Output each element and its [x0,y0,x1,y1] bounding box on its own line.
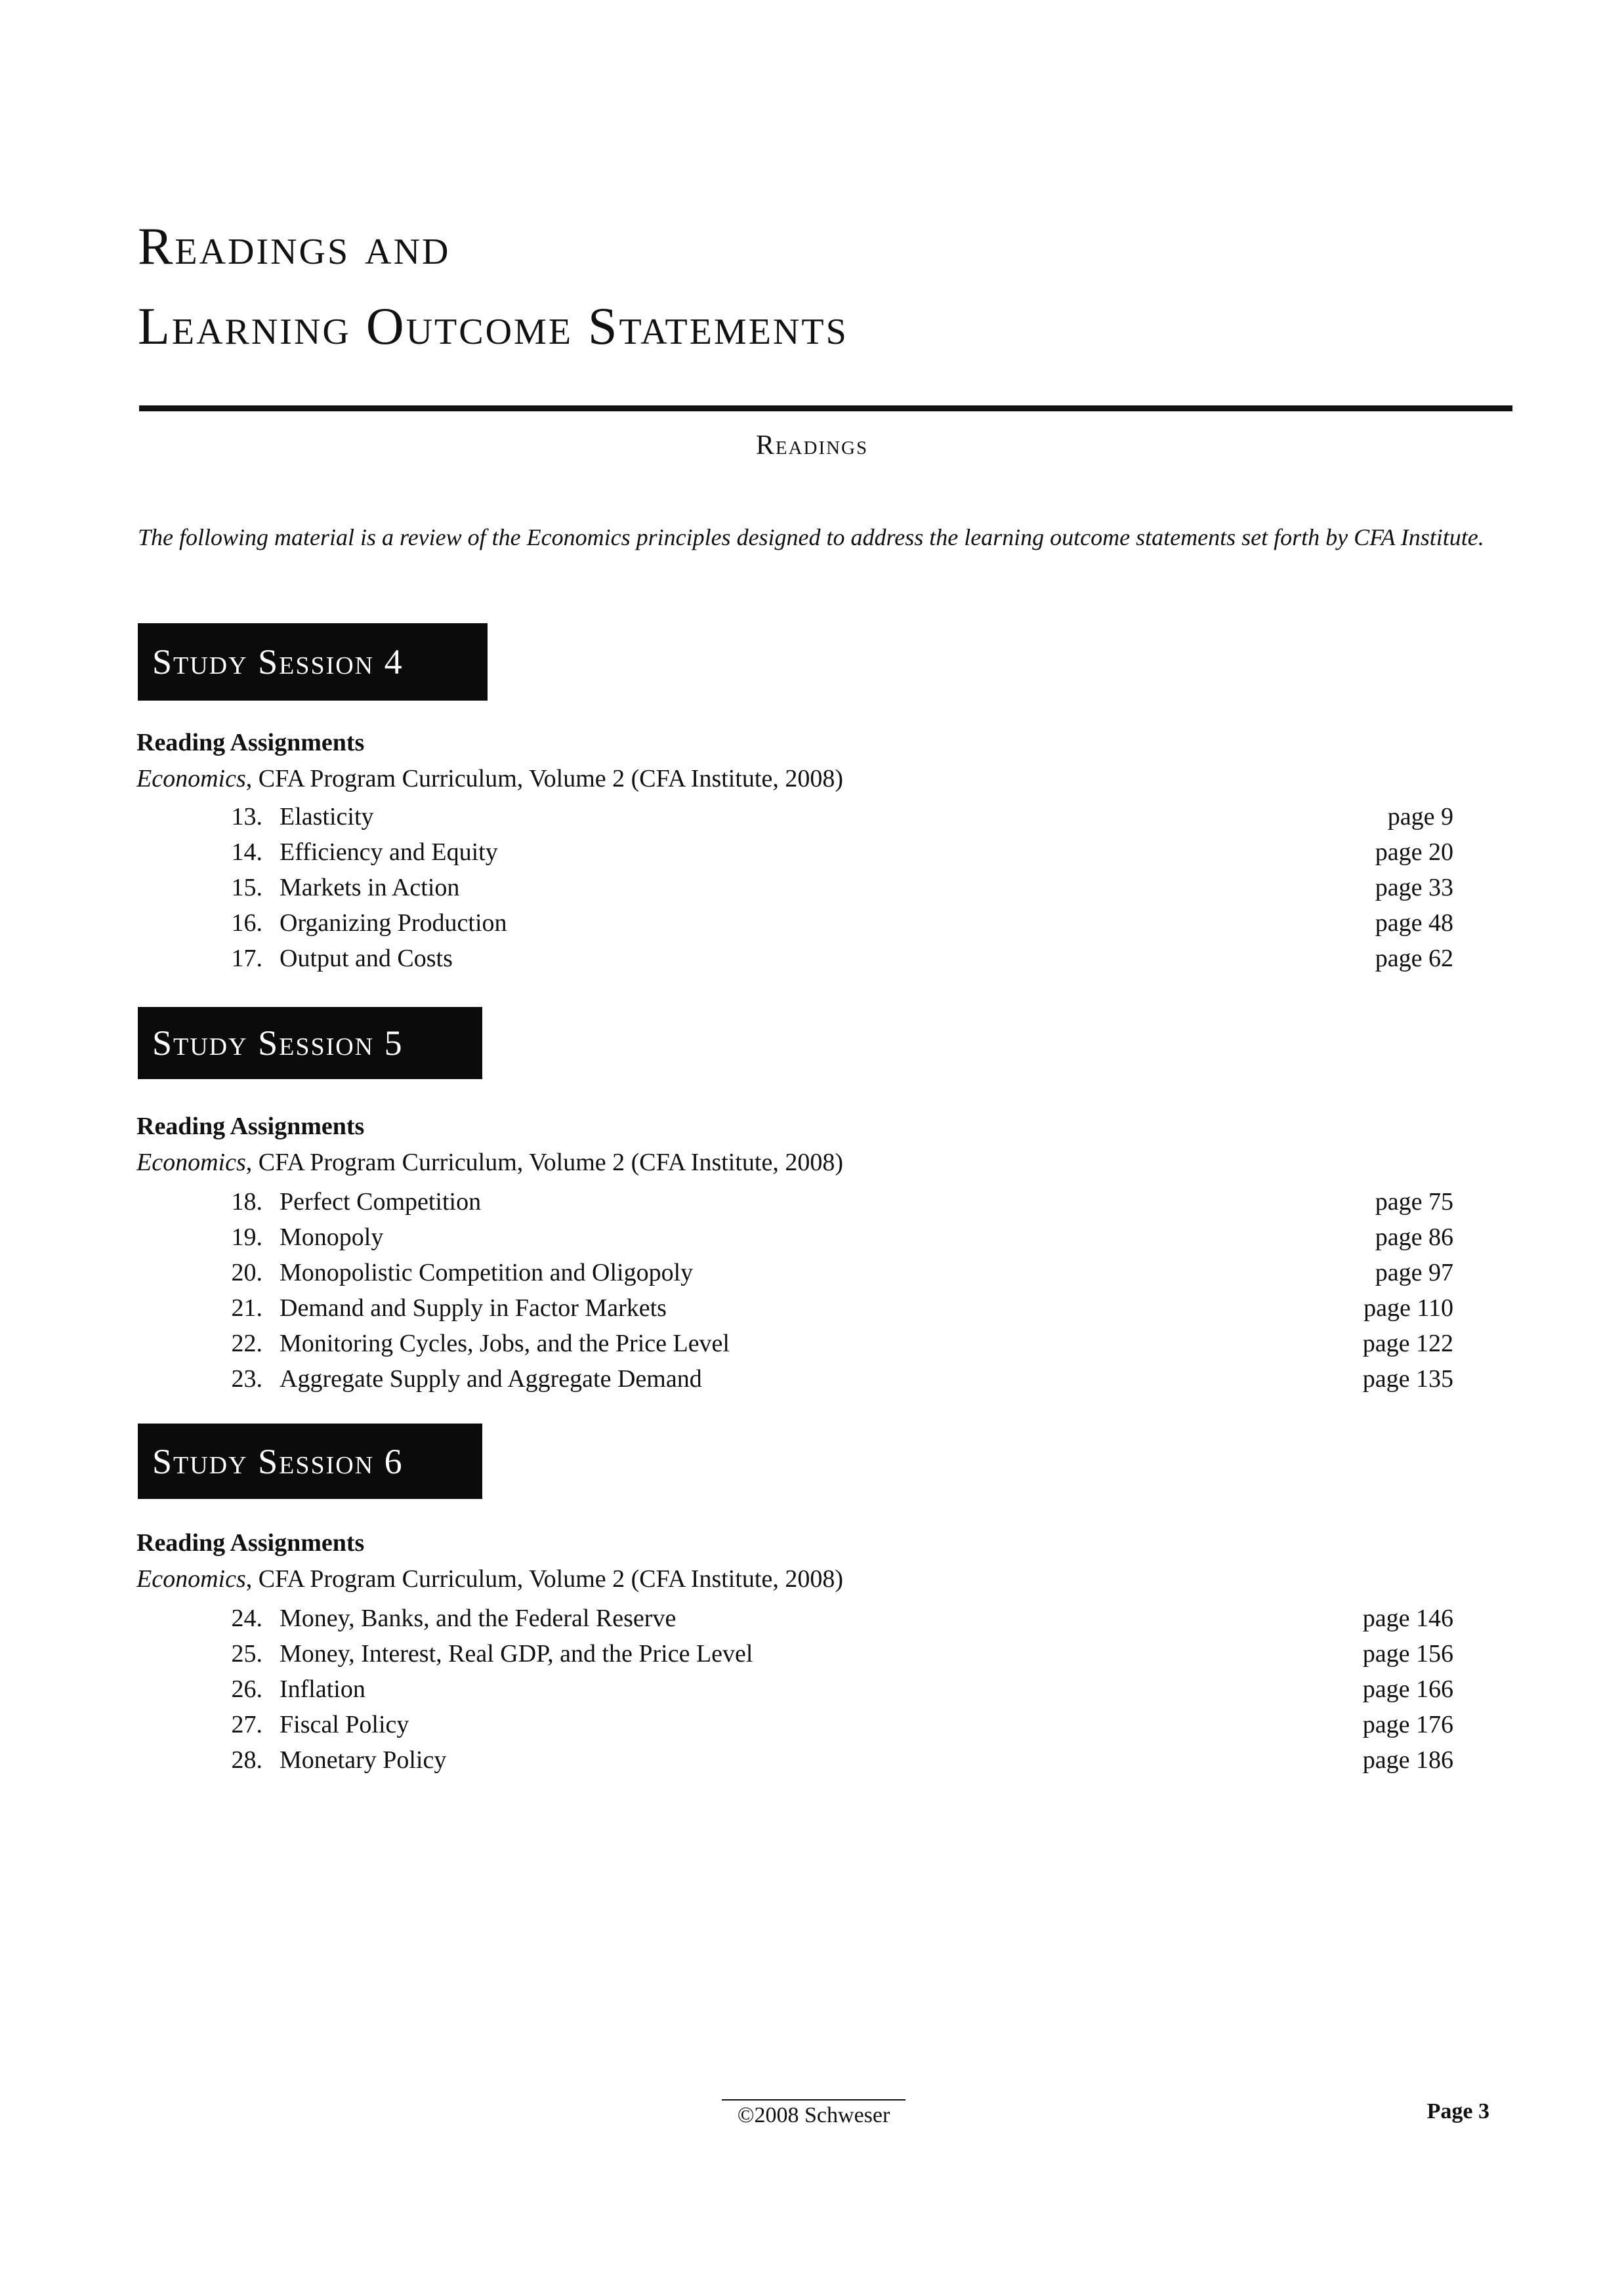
session-label: Study Session 6 [138,1424,482,1499]
session-label: Study Session 4 [138,623,488,701]
reading-page: page 122 [1362,1330,1453,1357]
reading-list [0,799,1624,976]
curriculum-title: Economics [136,765,246,792]
reading-page: page 48 [1375,909,1453,937]
page-title [138,207,1516,367]
list-item [0,799,1624,834]
reading-number: 15. [231,874,262,901]
list-item [0,905,1624,941]
list-item [0,1184,1624,1220]
title-line-2: Learning Outcome Statements [138,298,848,356]
list-item [0,1707,1624,1742]
title-line-1: Readings and [138,218,451,276]
list-item [0,941,1624,976]
reading-page: page 62 [1375,945,1453,972]
session-label: Study Session 5 [138,1007,482,1079]
reading-name: Monitoring Cycles, Jobs, and the Price Level [280,1330,730,1357]
reading-page: page 186 [1362,1746,1453,1774]
title-rule [139,405,1512,411]
curriculum-details: , CFA Program Curriculum, Volume 2 (CFA Institute, 2008) [245,1149,843,1176]
reading-page: page 146 [1362,1605,1453,1632]
reading-number: 19. [231,1223,262,1251]
reading-page: page 176 [1362,1711,1453,1738]
reading-number: 16. [231,909,262,937]
reading-number: 13. [231,803,262,830]
copyright-notice: ©2008 Schweser [722,2099,906,2128]
reading-name: Fiscal Policy [280,1711,409,1738]
reading-number: 26. [231,1675,262,1703]
reading-number: 20. [231,1259,262,1286]
reading-name: Elasticity [280,803,374,830]
reading-number: 21. [231,1294,262,1322]
reading-page: page 166 [1362,1675,1453,1703]
list-item [0,870,1624,905]
reading-name: Efficiency and Equity [280,838,498,866]
curriculum-title: Economics [136,1565,246,1593]
reading-page: page 135 [1362,1365,1453,1393]
list-item [0,1742,1624,1778]
reading-name: Output and Costs [280,945,453,972]
reading-name: Markets in Action [280,874,460,901]
reading-page: page 20 [1375,838,1453,866]
reading-assignments-heading: Reading Assignments [136,1113,365,1140]
intro-text: The following material is a review of the Economics principles designed to address the learning outcome statements set forth by CFA Institute. [138,524,1484,550]
reading-page: page 97 [1375,1259,1453,1286]
reading-page: page 9 [1387,803,1453,830]
reading-number: 22. [231,1330,262,1357]
reading-page: page 86 [1375,1223,1453,1251]
reading-number: 25. [231,1640,262,1668]
list-item [0,1290,1624,1326]
reading-number: 28. [231,1746,262,1774]
reading-list [0,1601,1624,1778]
reading-name: Demand and Supply in Factor Markets [280,1294,667,1322]
reading-page: page 75 [1375,1188,1453,1216]
curriculum-line [136,764,843,793]
reading-name: Monopoly [280,1223,384,1251]
list-item [0,1220,1624,1255]
list-item [0,1361,1624,1397]
curriculum-details: , CFA Program Curriculum, Volume 2 (CFA Institute, 2008) [245,765,843,792]
section-title: Readings [755,430,869,461]
reading-name: Money, Interest, Real GDP, and the Price Level [280,1640,753,1668]
list-item [0,1601,1624,1636]
list-item [0,1255,1624,1290]
reading-name: Monopolistic Competition and Oligopoly [280,1259,694,1286]
reading-number: 23. [231,1365,262,1393]
curriculum-line [136,1148,843,1177]
reading-name: Perfect Competition [280,1188,482,1216]
reading-number: 17. [231,945,262,972]
reading-page: page 33 [1375,874,1453,901]
list-item [0,1326,1624,1361]
reading-assignments-heading: Reading Assignments [136,1529,365,1557]
reading-number: 14. [231,838,262,866]
reading-page: page 156 [1362,1640,1453,1668]
reading-number: 24. [231,1605,262,1632]
list-item [0,834,1624,870]
reading-name: Money, Banks, and the Federal Reserve [280,1605,677,1632]
reading-name: Aggregate Supply and Aggregate Demand [280,1365,702,1393]
reading-assignments-heading: Reading Assignments [136,729,365,756]
reading-page: page 110 [1364,1294,1453,1322]
curriculum-line [136,1565,843,1593]
reading-name: Organizing Production [280,909,507,937]
list-item [0,1671,1624,1707]
page-number: Page 3 [1426,2099,1489,2123]
reading-name: Inflation [280,1675,365,1703]
list-item [0,1636,1624,1671]
reading-list [0,1184,1624,1397]
reading-name: Monetary Policy [280,1746,447,1774]
reading-number: 18. [231,1188,262,1216]
curriculum-title: Economics [136,1149,246,1176]
reading-number: 27. [231,1711,262,1738]
curriculum-details: , CFA Program Curriculum, Volume 2 (CFA Institute, 2008) [245,1565,843,1593]
